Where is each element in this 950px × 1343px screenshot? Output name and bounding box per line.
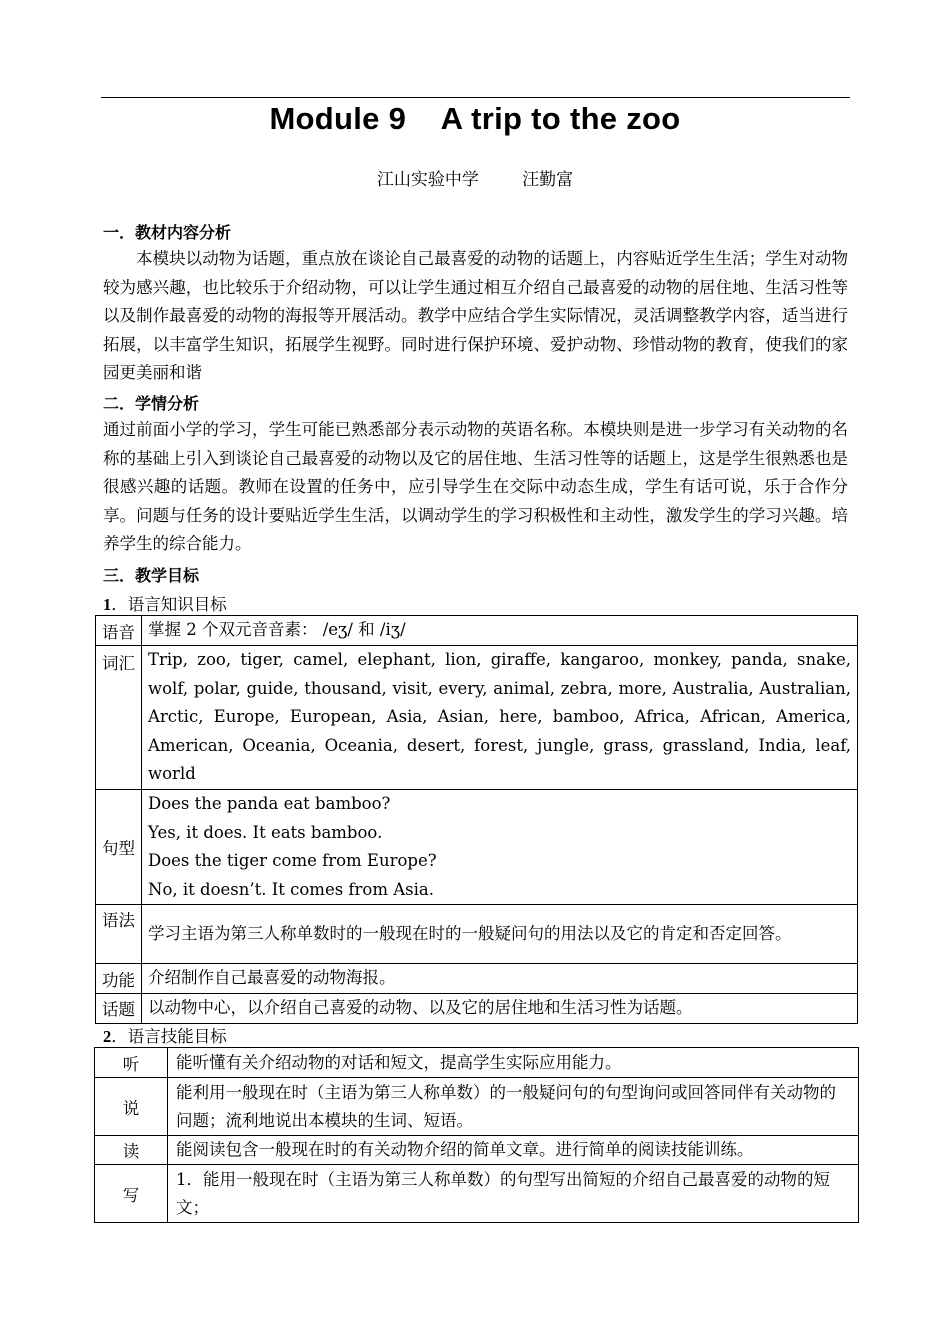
- sentence-line: Does the tiger come from Europe?: [148, 851, 437, 871]
- read-label: 读: [95, 1136, 168, 1165]
- subheading-1-number: 1: [103, 595, 112, 614]
- write-label: 写: [95, 1165, 168, 1223]
- topic-label: 话题: [96, 993, 142, 1023]
- subheading-2-label: ．语言技能目标: [111, 1027, 227, 1046]
- sentence-line: No, it doesn’t. It comes from Asia.: [148, 879, 434, 899]
- page-title: Module 9 A trip to the zoo: [269, 101, 681, 136]
- vocab-content: Trip, zoo, tiger, camel, elephant, lion, giraffe, kangaroo, monkey, panda, snake, wolf, polar, guide, thousand, visit, every, animal, zebra, more, Australia, Australian, Arctic, Europe, European, Asia, Asian, here, bamboo, Africa, African, America, American, Oceania, Oceania, desert, forest, jungle, grass, grassland, India, leaf, world: [142, 646, 858, 790]
- sentence-content: [142, 789, 858, 904]
- pronunciation-content: 掌握 2 个双元音音素： /eʒ/ 和 /iʒ/: [142, 616, 858, 646]
- top-rule: [101, 97, 850, 98]
- grammar-label: 语法: [96, 905, 142, 964]
- sentence-line: Yes, it does. It eats bamboo.: [148, 822, 383, 842]
- subheading-1: [103, 591, 227, 615]
- section-text-2: 通过前面小学的学习，学生可能已熟悉部分表示动物的英语名称。本模块则是进一步学习有关动物的名称的基础上引入到谈论自己最喜爱的动物以及它的居住地、生活习性等的话题上，这是学生很熟悉也是很感兴趣的话题。教师在设置的任务中，应引导学生在交际中动态生成，学生有话可说，乐于合作分享。问题与任务的设计要贴近学生生活，以调动学生的学习积极性和主动性，激发学生的学习兴趣。培养学生的综合能力。: [103, 420, 848, 554]
- author-line: 江山实验中学 汪勤富: [376, 170, 574, 190]
- knowledge-goals-table: [95, 615, 858, 1024]
- function-content: 介绍制作自己最喜爱的动物海报。: [142, 964, 858, 994]
- listen-content: 能听懂有关介绍动物的对话和短文，提高学生实际应用能力。: [168, 1048, 859, 1078]
- sentence-line: Does the panda eat bamboo?: [148, 793, 391, 813]
- section-heading-2: 二．学情分析: [103, 394, 200, 413]
- function-label: 功能: [96, 964, 142, 994]
- sentence-label: 句型: [96, 789, 142, 904]
- subheading-2-number: 2: [103, 1027, 112, 1046]
- skill-goals-table: [94, 1047, 859, 1223]
- subheading-2: [103, 1023, 227, 1047]
- speak-label: 说: [95, 1078, 168, 1136]
- pronunciation-label: 语音: [96, 616, 142, 646]
- section-heading-3: 三．教学目标: [103, 566, 200, 585]
- grammar-content: 学习主语为第三人称单数时的一般现在时的一般疑问句的用法以及它的肯定和否定回答。: [142, 905, 858, 964]
- read-content: 能阅读包含一般现在时的有关动物介绍的简单文章。进行简单的阅读技能训练。: [168, 1136, 859, 1165]
- vocab-label: 词汇: [96, 646, 142, 790]
- speak-content: 能利用一般现在时（主语为第三人称单数）的一般疑问句的句型询问或回答同伴有关动物的问题；流利地说出本模块的生词、短语。: [168, 1078, 859, 1136]
- listen-label: 听: [95, 1048, 168, 1078]
- subheading-1-label: ．语言知识目标: [111, 595, 227, 614]
- topic-content: 以动物中心，以介绍自己喜爱的动物、以及它的居住地和生活习性为话题。: [142, 993, 858, 1023]
- write-content: 1．能用一般现在时（主语为第三人称单数）的句型写出简短的介绍自己最喜爱的动物的短文；: [168, 1165, 859, 1223]
- section-text-1: 本模块以动物为话题，重点放在谈论自己最喜爱的动物的话题上，内容贴近学生生活；学生对动物较为感兴趣，也比较乐于介绍动物，可以让学生通过相互介绍自己最喜爱的动物的居住地、生活习性等以及制作最喜爱的动物的海报等开展活动。教学中应结合学生实际情况，灵活调整教学内容，适当进行拓展，以丰富学生知识，拓展学生视野。同时进行保护环境、爱护动物、珍惜动物的教育，使我们的家园更美丽和谐: [103, 249, 848, 383]
- section-heading-1: 一．教材内容分析: [103, 223, 232, 242]
